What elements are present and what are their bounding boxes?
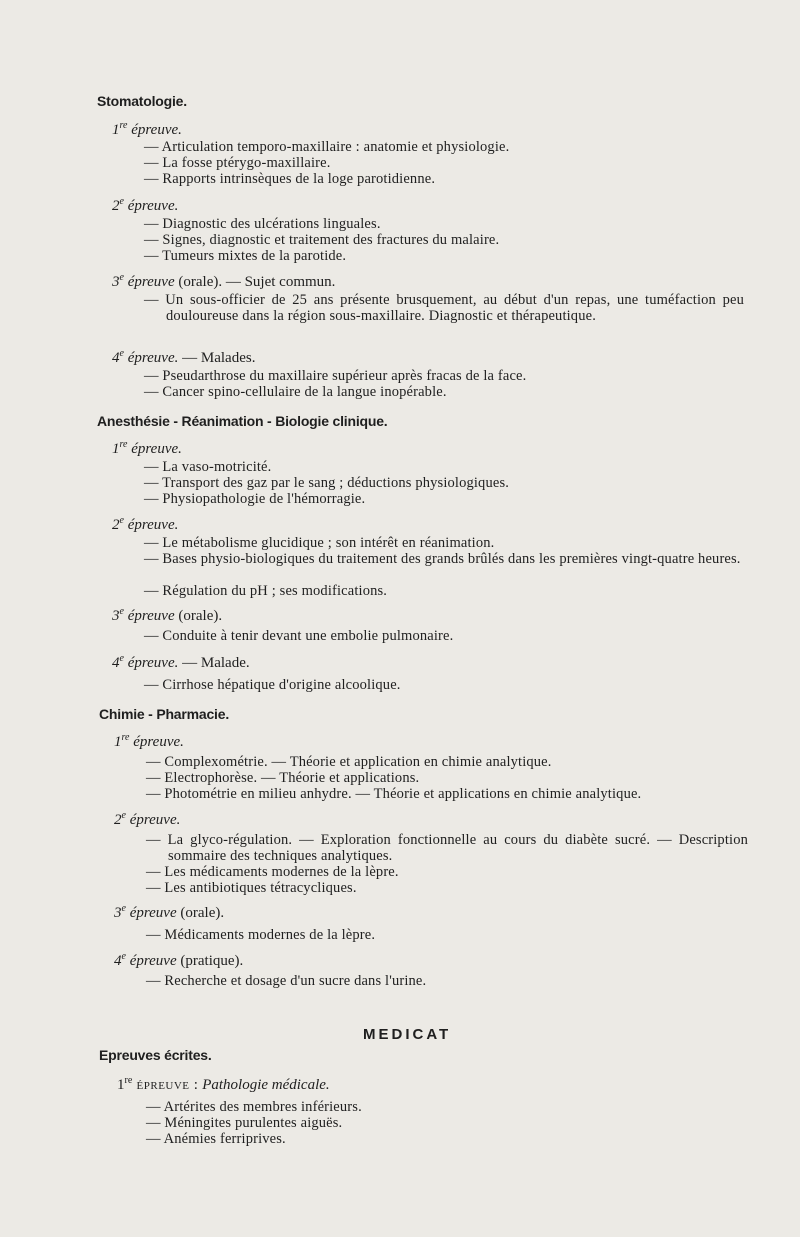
- list-item: — Les médicaments modernes de la lèpre.: [146, 864, 399, 880]
- list-item: — Cancer spino-cellulaire de la langue inopérable.: [144, 384, 447, 400]
- list-item: — La fosse ptérygo-maxillaire.: [144, 155, 331, 171]
- list-item: — Conduite à tenir devant une embolie pulmonaire.: [144, 628, 454, 644]
- list-item: — Bases physio-biologiques du traitement des grands brûlés dans les premières vingt-quatre heures.: [144, 551, 741, 567]
- list-item: — Physiopathologie de l'hémorragie.: [144, 491, 366, 507]
- list-item: — Artérites des membres inférieurs.: [146, 1099, 362, 1115]
- list-item: — La glyco-régulation. — Exploration fonctionnelle au cours du diabète sucré. — Description sommaire des techniques analytiques.: [146, 832, 748, 864]
- list-item: — Rapports intrinsèques de la loge parotidienne.: [144, 171, 436, 187]
- list-item: — Tumeurs mixtes de la parotide.: [144, 248, 347, 264]
- list-item: — Pseudarthrose du maxillaire supérieur après fracas de la face.: [144, 368, 527, 384]
- list-item: — Electrophorèse. — Théorie et applications.: [146, 770, 420, 786]
- list-item: — Les antibiotiques tétracycliques.: [146, 880, 357, 896]
- section-title-anesthesie: Anesthésie - Réanimation - Biologie clinique.: [97, 413, 388, 429]
- epreuve-heading: 4e épreuve. — Malade.: [112, 653, 250, 671]
- list-item: — Régulation du pH ; ses modifications.: [144, 583, 388, 599]
- epreuve-heading: 1re épreuve.: [114, 732, 184, 750]
- epreuve-heading: 4e épreuve (pratique).: [114, 951, 244, 969]
- section-title-chimie: Chimie - Pharmacie.: [99, 706, 230, 722]
- epreuve-heading: 3e épreuve (orale). — Sujet commun.: [112, 272, 336, 290]
- epreuve-heading: 1re épreuve : Pathologie médicale.: [117, 1075, 330, 1093]
- epreuve-heading: 3e épreuve (orale).: [112, 606, 223, 624]
- epreuve-heading: 1re épreuve.: [112, 120, 182, 138]
- list-item: — Un sous-officier de 25 ans présente brusquement, au début d'un repas, une tuméfaction peu douloureuse dans la région sous-maxillaire. Diagnostic et thérapeutique.: [144, 292, 744, 324]
- epreuve-heading: 2e épreuve.: [114, 810, 181, 828]
- section-title-medicat: MEDICAT: [363, 1026, 452, 1043]
- list-item: — Cirrhose hépatique d'origine alcoolique.: [144, 677, 401, 693]
- section-title-stomatologie: Stomatologie.: [97, 93, 187, 109]
- list-item: — Recherche et dosage d'un sucre dans l'urine.: [146, 973, 427, 989]
- list-item: — Anémies ferriprives.: [146, 1131, 286, 1147]
- list-item: — Diagnostic des ulcérations linguales.: [144, 216, 381, 232]
- list-item: — Méningites purulentes aiguës.: [146, 1115, 343, 1131]
- list-item: — Signes, diagnostic et traitement des fractures du malaire.: [144, 232, 500, 248]
- list-item: — Complexométrie. — Théorie et application en chimie analytique.: [146, 754, 552, 770]
- epreuve-heading: 3e épreuve (orale).: [114, 903, 225, 921]
- epreuve-heading: 1re épreuve.: [112, 439, 182, 457]
- epreuve-heading: 2e épreuve.: [112, 515, 179, 533]
- list-item: — Transport des gaz par le sang ; déductions physiologiques.: [144, 475, 510, 491]
- epreuve-heading: 4e épreuve. — Malades.: [112, 348, 256, 366]
- list-item: — Médicaments modernes de la lèpre.: [146, 927, 376, 943]
- list-item: — Le métabolisme glucidique ; son intérêt en réanimation.: [144, 535, 495, 551]
- list-item: — La vaso-motricité.: [144, 459, 272, 475]
- subsection-title: Epreuves écrites.: [99, 1047, 212, 1063]
- list-item: — Articulation temporo-maxillaire : anatomie et physiologie.: [144, 139, 510, 155]
- list-item: — Photométrie en milieu anhydre. — Théorie et applications en chimie analytique.: [146, 786, 642, 802]
- epreuve-heading: 2e épreuve.: [112, 196, 179, 214]
